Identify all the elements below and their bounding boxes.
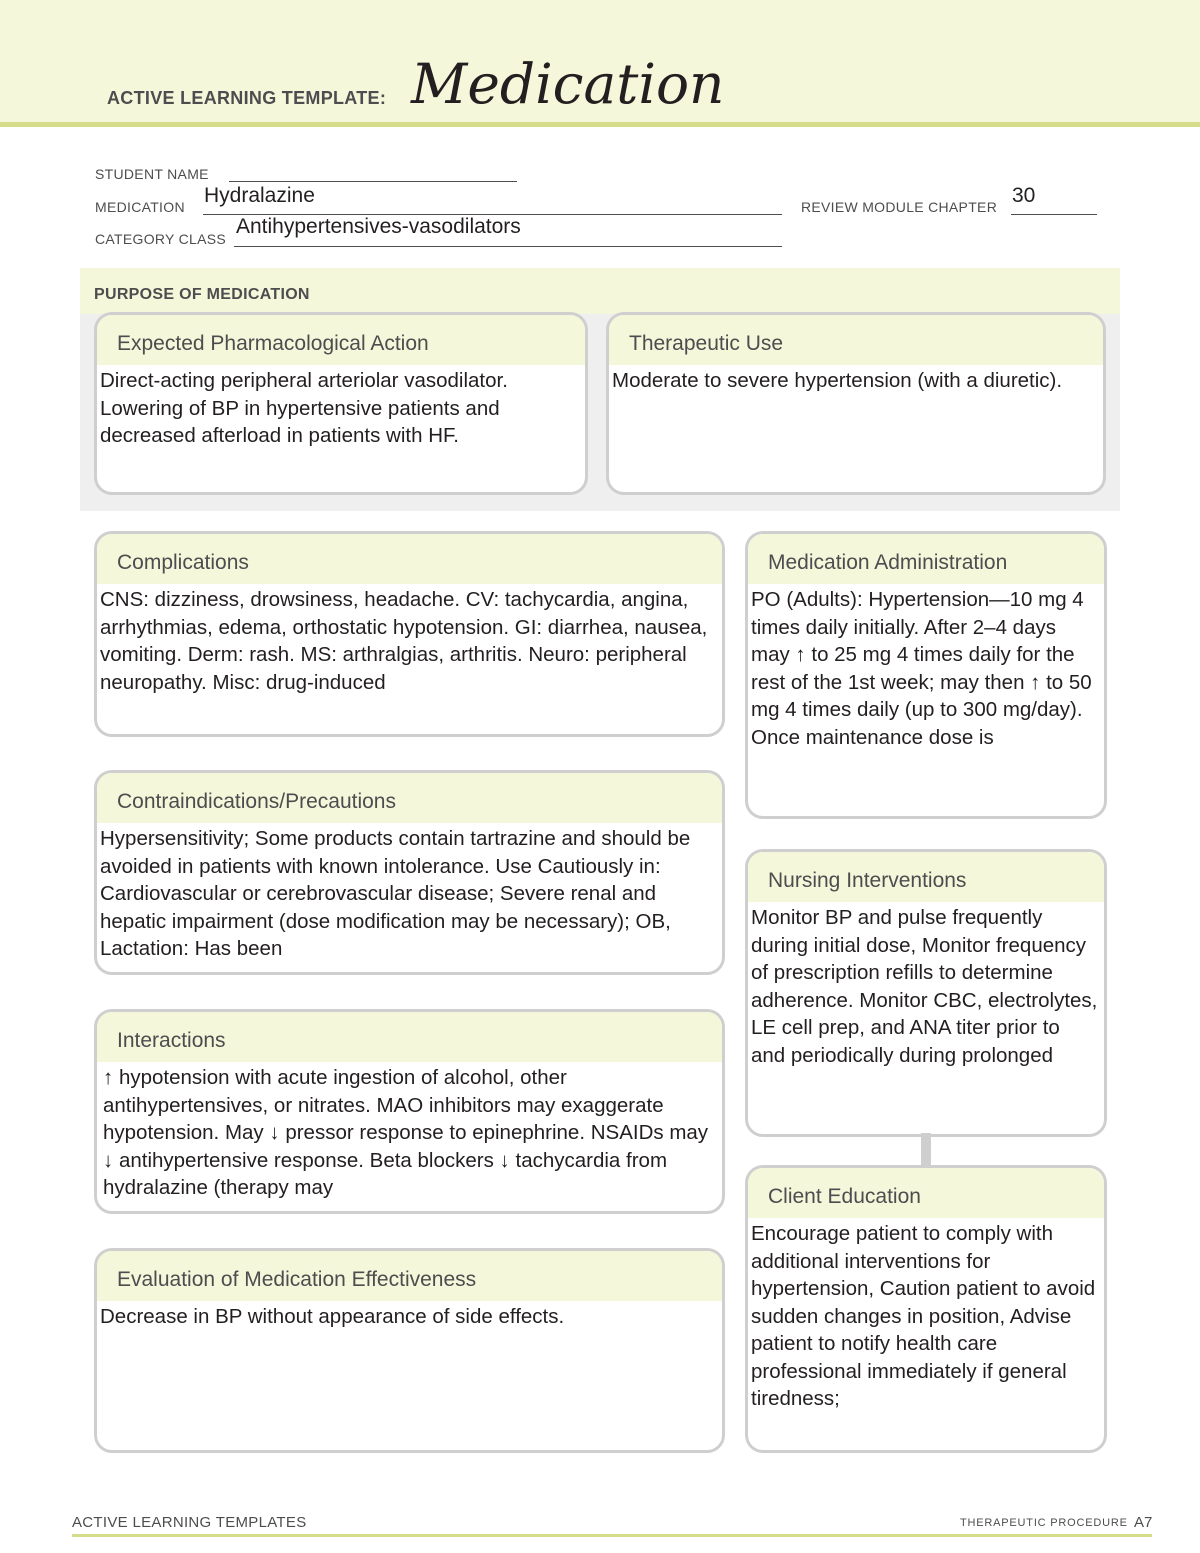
client-education-text[interactable]: Encourage patient to comply with additional interventions for hypertension, Caution patient to avoid sudden changes in position, Advise patient to notify health care professional immediately if general tiredness; (751, 1222, 1096, 1410)
expected-action-title: Expected Pharmacological Action (97, 315, 585, 365)
review-module-field[interactable]: 30 (1012, 184, 1036, 207)
therapeutic-use-text[interactable]: Moderate to severe hypertension (with a diuretic). (612, 369, 1063, 392)
student-name-line (229, 181, 517, 182)
contraindications-text[interactable]: Hypersensitivity; Some products contain tartrazine and should be avoided in patients with known intolerance. Use Cautiously in: Cardiovascular or cerebrovascular disease; Severe renal and hepatic impairment (dose modification may be necessary); OB, Lactation: Has been (100, 827, 691, 960)
nursing-interventions-box (745, 849, 1107, 1137)
evaluation-box (94, 1248, 725, 1453)
medication-administration-text[interactable]: PO (Adults): Hypertension—10 mg 4 times daily initially. After 2–4 days may ↑ to 25 mg 4 times daily for the rest of the 1st week; may then ↑ to 50 mg 4 times daily (up to 300 mg/day). Once maintenance dose is (751, 588, 1092, 749)
section-connector (921, 1133, 931, 1168)
category-line (234, 246, 782, 247)
footer-left: ACTIVE LEARNING TEMPLATES (72, 1514, 307, 1531)
interactions-title: Interactions (97, 1012, 722, 1062)
template-title: Medication (411, 52, 725, 116)
contraindications-title: Contraindications/Precautions (97, 773, 722, 823)
contraindications-box (94, 770, 725, 975)
evaluation-text[interactable]: Decrease in BP without appearance of side effects. (100, 1305, 565, 1328)
expected-action-text[interactable]: Direct-acting peripheral arteriolar vasodilator. Lowering of BP in hypertensive patients and decreased afterload in patients with HF. (100, 369, 508, 447)
footer-rule (72, 1534, 1152, 1537)
header-rule (0, 122, 1200, 127)
interactions-text[interactable]: ↑ hypotension with acute ingestion of alcohol, other antihypertensives, or nitrates. MAO inhibitors may exaggerate hypotension. May ↓ pressor response to epinephrine. NSAIDs may ↓ antihypertensive response. Beta blockers ↓ tachycardia from hydralazine (therapy may (103, 1066, 709, 1199)
interactions-box (94, 1009, 725, 1214)
nursing-interventions-title: Nursing Interventions (748, 852, 1104, 902)
client-education-box (745, 1165, 1107, 1453)
medication-field[interactable]: Hydralazine (204, 184, 315, 207)
student-name-label: STUDENT NAME (95, 166, 209, 182)
evaluation-title: Evaluation of Medication Effectiveness (97, 1251, 722, 1301)
category-field[interactable]: Antihypertensives-vasodilators (236, 215, 521, 238)
nursing-interventions-text[interactable]: Monitor BP and pulse frequently during initial dose, Monitor frequency of prescription refills to determine adherence. Monitor CBC, electrolytes, LE cell prep, and ANA titer prior to and periodically during prolonged (751, 906, 1098, 1067)
complications-box (94, 531, 725, 737)
therapeutic-use-title: Therapeutic Use (609, 315, 1103, 365)
client-education-title: Client Education (748, 1168, 1104, 1218)
category-label: CATEGORY CLASS (95, 231, 227, 247)
review-module-label: REVIEW MODULE CHAPTER (801, 199, 998, 215)
template-label: ACTIVE LEARNING TEMPLATE: (107, 88, 387, 108)
therapeutic-use-box (606, 312, 1106, 495)
complications-title: Complications (97, 534, 722, 584)
footer-right: THERAPEUTIC PROCEDURE (960, 1517, 1128, 1529)
complications-text[interactable]: CNS: dizziness, drowsiness, headache. CV: tachycardia, angina, arrhythmias, edema, orthostatic hypotension. GI: diarrhea, nausea, vomiting. Derm: rash. MS: arthralgias, arthritis. Neuro: peripheral neuropathy. Misc: drug-induced (100, 588, 708, 694)
medication-administration-title: Medication Administration (748, 534, 1104, 584)
expected-action-box (94, 312, 588, 495)
medication-label: MEDICATION (95, 199, 185, 215)
medication-administration-box (745, 531, 1107, 819)
review-module-line (1011, 214, 1097, 215)
page-number: A7 (1134, 1514, 1153, 1531)
purpose-label: PURPOSE OF MEDICATION (94, 286, 310, 303)
